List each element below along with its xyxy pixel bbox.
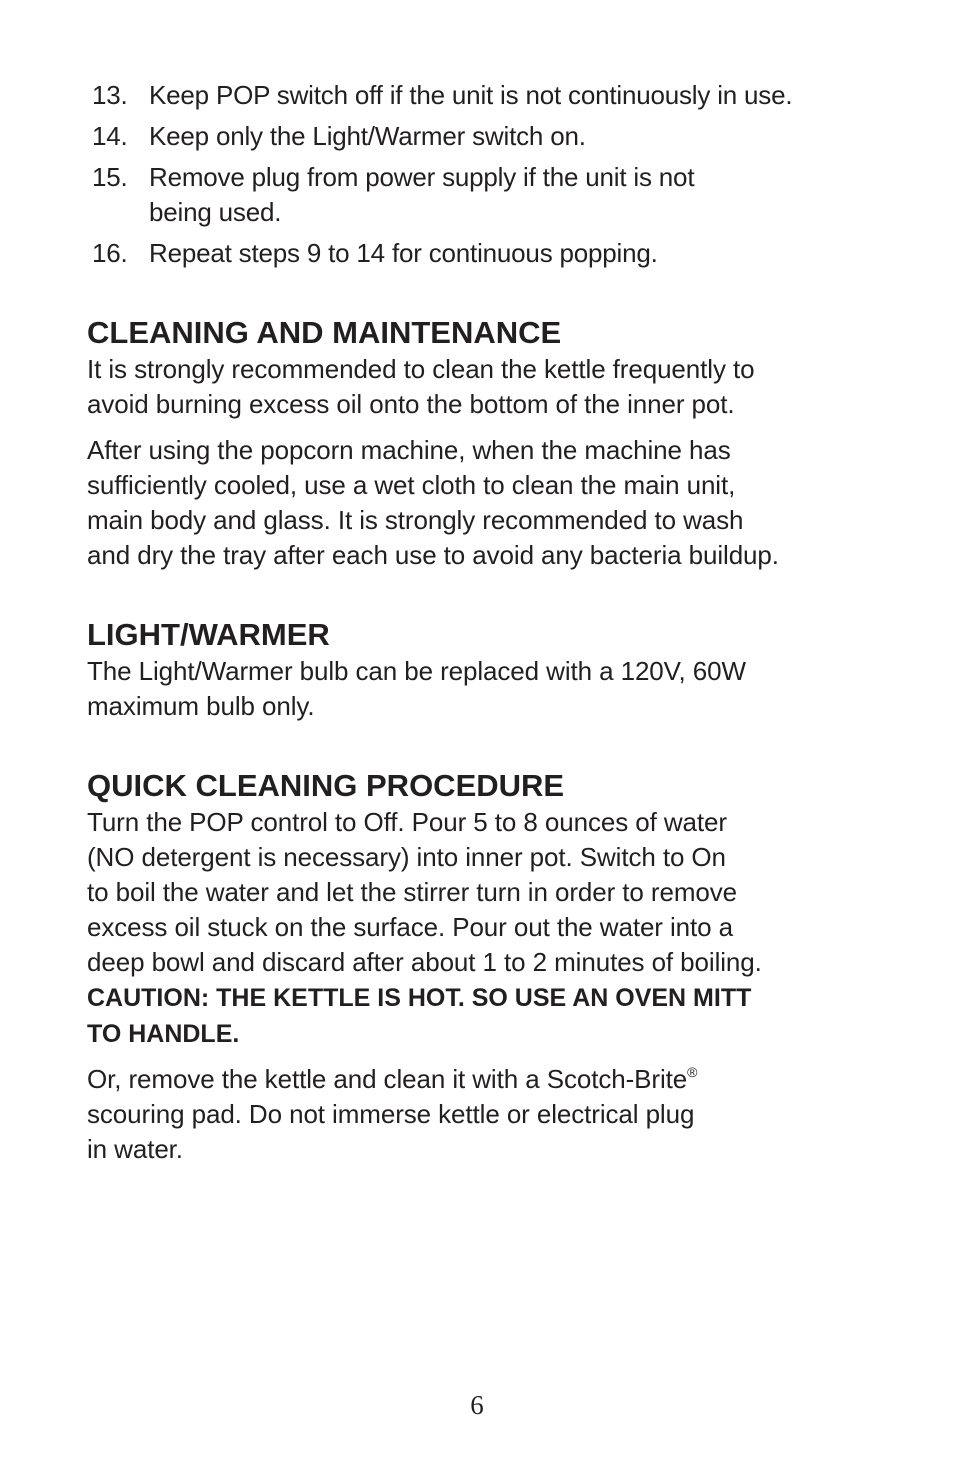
registered-mark: ® bbox=[687, 1064, 698, 1080]
quick-cleaning-paragraph-2 bbox=[87, 1062, 887, 1167]
text-line: The Light/Warmer bulb can be replaced with a 120V, 60W bbox=[87, 656, 746, 686]
step-text bbox=[149, 160, 887, 230]
text-line: in water. bbox=[87, 1134, 183, 1164]
text-line: sufficiently cooled, use a wet cloth to clean the main unit, bbox=[87, 470, 736, 500]
light-warmer-paragraph bbox=[87, 654, 887, 724]
text-line: CAUTION: THE KETTLE IS HOT. SO USE AN OVEN MITT bbox=[87, 984, 752, 1012]
text-line: scouring pad. Do not immerse kettle or electrical plug bbox=[87, 1099, 695, 1129]
step-number: 14. bbox=[92, 121, 128, 151]
page-number: 6 bbox=[470, 1390, 484, 1420]
text-line: excess oil stuck on the surface. Pour out the water into a bbox=[87, 912, 733, 942]
light-warmer-heading: LIGHT/WARMER bbox=[87, 617, 330, 652]
cleaning-heading: CLEANING AND MAINTENANCE bbox=[87, 315, 562, 350]
step-text: Repeat steps 9 to 14 for continuous popping. bbox=[149, 238, 658, 268]
list-item bbox=[87, 160, 887, 230]
text-line: It is strongly recommended to clean the kettle frequently to bbox=[87, 354, 755, 384]
text-line: (NO detergent is necessary) into inner pot. Switch to On bbox=[87, 842, 726, 872]
text-line: deep bowl and discard after about 1 to 2 minutes of boiling. bbox=[87, 947, 762, 977]
text-line: maximum bulb only. bbox=[87, 691, 315, 721]
step-text: Keep only the Light/Warmer switch on. bbox=[149, 121, 586, 151]
quick-cleaning-paragraph-1 bbox=[87, 805, 887, 1052]
text-line: Or, remove the kettle and clean it with a Scotch-Brite bbox=[87, 1064, 688, 1094]
text-line: After using the popcorn machine, when the machine has bbox=[87, 435, 731, 465]
step-number: 15. bbox=[92, 162, 128, 192]
caution-text bbox=[87, 984, 751, 1048]
quick-cleaning-heading: QUICK CLEANING PROCEDURE bbox=[87, 768, 565, 803]
step-text-line: Remove plug from power supply if the unit is not bbox=[149, 162, 695, 192]
cleaning-paragraph-1 bbox=[87, 352, 887, 422]
step-number: 16. bbox=[92, 238, 128, 268]
step-number: 13. bbox=[92, 80, 128, 110]
text-line: to boil the water and let the stirrer turn in order to remove bbox=[87, 877, 737, 907]
quick-cleaning-section bbox=[87, 767, 887, 1167]
step-text: Keep POP switch off if the unit is not continuously in use. bbox=[149, 80, 793, 110]
step-text-line: being used. bbox=[149, 197, 282, 227]
cleaning-section bbox=[87, 314, 887, 573]
list-item bbox=[87, 236, 887, 271]
text-line: main body and glass. It is strongly recommended to wash bbox=[87, 505, 744, 535]
text-line: and dry the tray after each use to avoid any bacteria buildup. bbox=[87, 540, 779, 570]
light-warmer-section bbox=[87, 616, 887, 724]
text-line: avoid burning excess oil onto the bottom of the inner pot. bbox=[87, 389, 735, 419]
text-line: TO HANDLE. bbox=[87, 1020, 240, 1048]
list-item bbox=[87, 119, 887, 154]
cleaning-paragraph-2 bbox=[87, 433, 887, 573]
text-line: Turn the POP control to Off. Pour 5 to 8 ounces of water bbox=[87, 807, 727, 837]
instruction-steps bbox=[87, 78, 887, 271]
document-page bbox=[87, 78, 887, 1167]
list-item bbox=[87, 78, 887, 113]
